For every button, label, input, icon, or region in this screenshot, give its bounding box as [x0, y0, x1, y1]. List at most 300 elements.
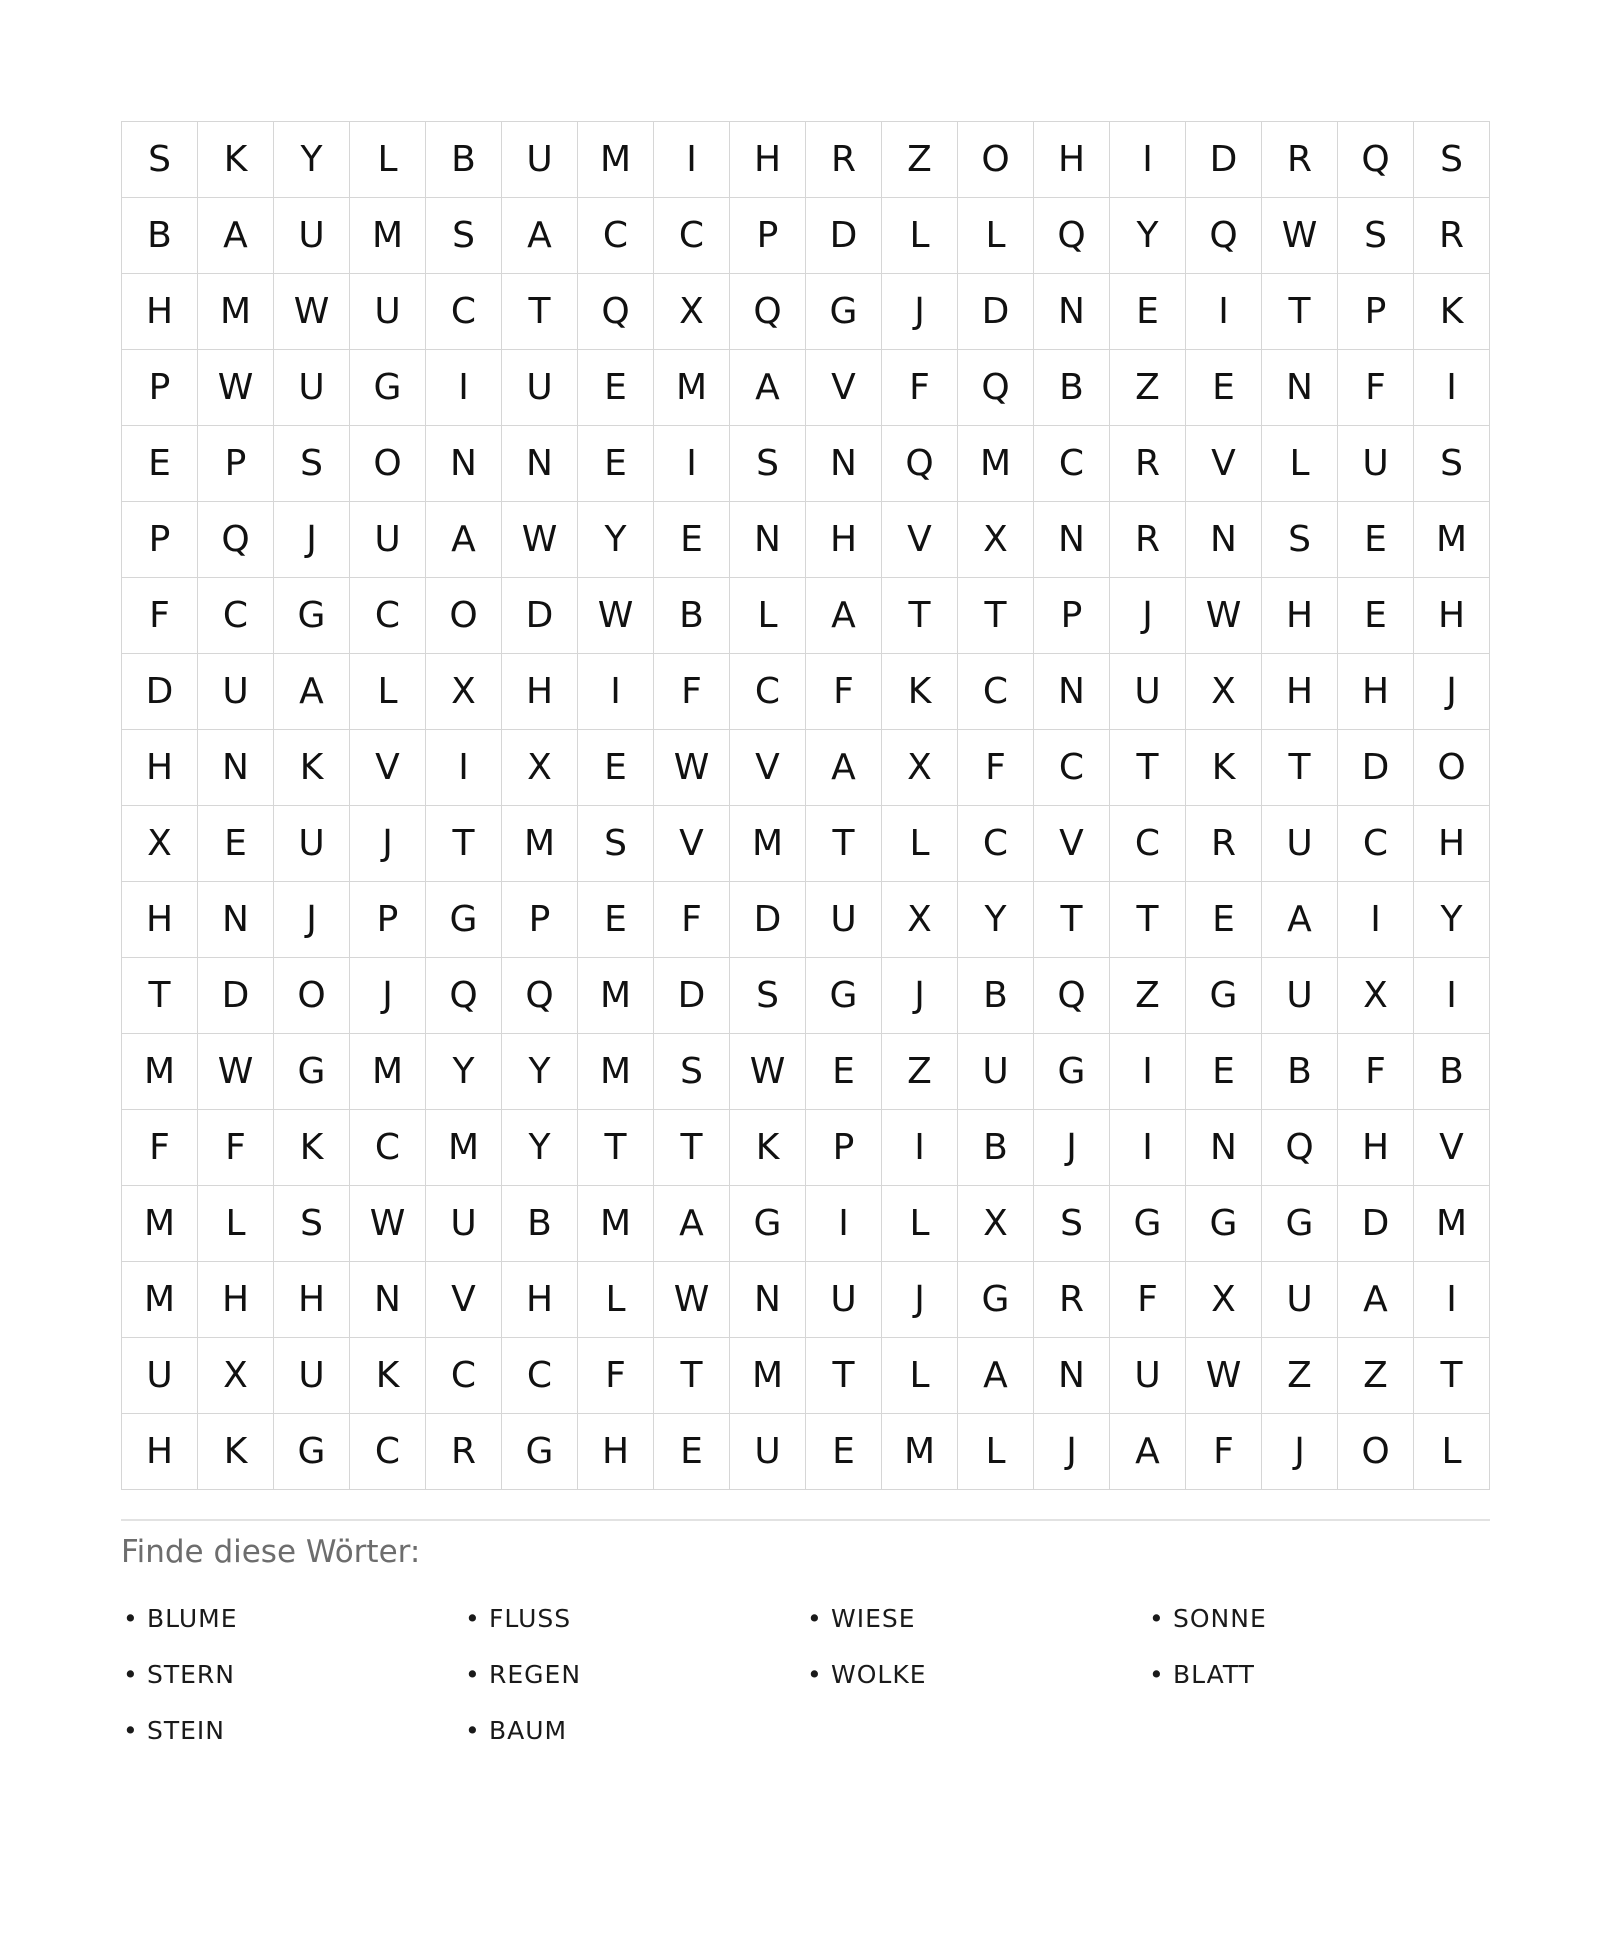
- grid-cell[interactable]: Q: [730, 274, 806, 350]
- grid-cell[interactable]: P: [122, 350, 198, 426]
- grid-cell[interactable]: G: [1186, 958, 1262, 1034]
- grid-cell[interactable]: V: [426, 1262, 502, 1338]
- grid-cell[interactable]: T: [1110, 730, 1186, 806]
- grid-cell[interactable]: O: [958, 122, 1034, 198]
- grid-cell[interactable]: M: [882, 1414, 958, 1490]
- grid-cell[interactable]: W: [198, 1034, 274, 1110]
- grid-cell[interactable]: I: [654, 122, 730, 198]
- grid-cell[interactable]: D: [730, 882, 806, 958]
- grid-cell[interactable]: B: [426, 122, 502, 198]
- grid-cell[interactable]: H: [274, 1262, 350, 1338]
- grid-cell[interactable]: O: [1414, 730, 1490, 806]
- grid-cell[interactable]: B: [1414, 1034, 1490, 1110]
- grid-cell[interactable]: Z: [1110, 350, 1186, 426]
- grid-cell[interactable]: I: [1338, 882, 1414, 958]
- grid-cell[interactable]: S: [1262, 502, 1338, 578]
- grid-cell[interactable]: T: [1262, 730, 1338, 806]
- grid-cell[interactable]: H: [122, 882, 198, 958]
- grid-cell[interactable]: F: [1338, 350, 1414, 426]
- grid-cell[interactable]: E: [1186, 1034, 1262, 1110]
- grid-cell[interactable]: U: [502, 122, 578, 198]
- grid-cell[interactable]: I: [1110, 1034, 1186, 1110]
- grid-cell[interactable]: L: [882, 1338, 958, 1414]
- grid-cell[interactable]: J: [1034, 1110, 1110, 1186]
- grid-cell[interactable]: M: [578, 958, 654, 1034]
- grid-cell[interactable]: K: [730, 1110, 806, 1186]
- grid-cell[interactable]: H: [806, 502, 882, 578]
- grid-cell[interactable]: F: [1110, 1262, 1186, 1338]
- grid-cell[interactable]: X: [958, 502, 1034, 578]
- grid-cell[interactable]: J: [350, 958, 426, 1034]
- grid-cell[interactable]: G: [274, 1414, 350, 1490]
- grid-cell[interactable]: C: [502, 1338, 578, 1414]
- grid-cell[interactable]: M: [122, 1186, 198, 1262]
- grid-cell[interactable]: V: [1034, 806, 1110, 882]
- grid-cell[interactable]: Z: [1110, 958, 1186, 1034]
- grid-cell[interactable]: F: [1338, 1034, 1414, 1110]
- grid-cell[interactable]: J: [1110, 578, 1186, 654]
- grid-cell[interactable]: U: [426, 1186, 502, 1262]
- grid-cell[interactable]: U: [1110, 1338, 1186, 1414]
- grid-cell[interactable]: L: [1262, 426, 1338, 502]
- grid-cell[interactable]: M: [578, 122, 654, 198]
- grid-cell[interactable]: W: [654, 1262, 730, 1338]
- grid-cell[interactable]: X: [882, 730, 958, 806]
- grid-cell[interactable]: E: [578, 426, 654, 502]
- grid-cell[interactable]: F: [122, 1110, 198, 1186]
- grid-cell[interactable]: U: [274, 1338, 350, 1414]
- grid-cell[interactable]: A: [502, 198, 578, 274]
- grid-cell[interactable]: N: [1186, 1110, 1262, 1186]
- grid-cell[interactable]: C: [426, 274, 502, 350]
- grid-cell[interactable]: A: [806, 578, 882, 654]
- grid-cell[interactable]: C: [350, 1110, 426, 1186]
- grid-cell[interactable]: K: [1414, 274, 1490, 350]
- grid-cell[interactable]: M: [198, 274, 274, 350]
- grid-cell[interactable]: J: [882, 274, 958, 350]
- grid-cell[interactable]: W: [1262, 198, 1338, 274]
- grid-cell[interactable]: U: [274, 806, 350, 882]
- grid-cell[interactable]: G: [806, 274, 882, 350]
- grid-cell[interactable]: E: [654, 502, 730, 578]
- grid-cell[interactable]: R: [806, 122, 882, 198]
- grid-cell[interactable]: D: [806, 198, 882, 274]
- grid-cell[interactable]: F: [882, 350, 958, 426]
- grid-cell[interactable]: E: [1338, 502, 1414, 578]
- grid-cell[interactable]: S: [578, 806, 654, 882]
- grid-cell[interactable]: P: [502, 882, 578, 958]
- grid-cell[interactable]: B: [122, 198, 198, 274]
- grid-cell[interactable]: I: [426, 730, 502, 806]
- grid-cell[interactable]: T: [654, 1110, 730, 1186]
- grid-cell[interactable]: M: [1414, 502, 1490, 578]
- grid-cell[interactable]: M: [502, 806, 578, 882]
- grid-cell[interactable]: Q: [882, 426, 958, 502]
- grid-cell[interactable]: L: [882, 1186, 958, 1262]
- grid-cell[interactable]: F: [654, 882, 730, 958]
- grid-cell[interactable]: N: [1186, 502, 1262, 578]
- grid-cell[interactable]: N: [806, 426, 882, 502]
- grid-cell[interactable]: B: [1034, 350, 1110, 426]
- grid-cell[interactable]: H: [1338, 1110, 1414, 1186]
- grid-cell[interactable]: W: [350, 1186, 426, 1262]
- grid-cell[interactable]: U: [350, 502, 426, 578]
- grid-cell[interactable]: Y: [578, 502, 654, 578]
- grid-cell[interactable]: X: [882, 882, 958, 958]
- grid-cell[interactable]: K: [198, 122, 274, 198]
- grid-cell[interactable]: G: [350, 350, 426, 426]
- grid-cell[interactable]: T: [1110, 882, 1186, 958]
- grid-cell[interactable]: X: [958, 1186, 1034, 1262]
- grid-cell[interactable]: P: [730, 198, 806, 274]
- grid-cell[interactable]: A: [958, 1338, 1034, 1414]
- grid-cell[interactable]: L: [882, 806, 958, 882]
- grid-cell[interactable]: B: [958, 958, 1034, 1034]
- grid-cell[interactable]: C: [198, 578, 274, 654]
- grid-cell[interactable]: R: [1110, 502, 1186, 578]
- grid-cell[interactable]: U: [198, 654, 274, 730]
- grid-cell[interactable]: C: [730, 654, 806, 730]
- grid-cell[interactable]: L: [1414, 1414, 1490, 1490]
- grid-cell[interactable]: A: [1338, 1262, 1414, 1338]
- grid-cell[interactable]: N: [198, 882, 274, 958]
- grid-cell[interactable]: G: [1034, 1034, 1110, 1110]
- grid-cell[interactable]: I: [1414, 1262, 1490, 1338]
- grid-cell[interactable]: I: [882, 1110, 958, 1186]
- grid-cell[interactable]: D: [502, 578, 578, 654]
- grid-cell[interactable]: M: [578, 1034, 654, 1110]
- grid-cell[interactable]: E: [654, 1414, 730, 1490]
- grid-cell[interactable]: S: [730, 426, 806, 502]
- grid-cell[interactable]: I: [654, 426, 730, 502]
- grid-cell[interactable]: E: [198, 806, 274, 882]
- grid-cell[interactable]: M: [578, 1186, 654, 1262]
- grid-cell[interactable]: Y: [958, 882, 1034, 958]
- grid-cell[interactable]: M: [122, 1262, 198, 1338]
- grid-cell[interactable]: R: [1186, 806, 1262, 882]
- grid-cell[interactable]: Q: [958, 350, 1034, 426]
- grid-cell[interactable]: V: [350, 730, 426, 806]
- grid-cell[interactable]: T: [958, 578, 1034, 654]
- grid-cell[interactable]: K: [274, 730, 350, 806]
- grid-cell[interactable]: E: [1186, 882, 1262, 958]
- grid-cell[interactable]: U: [1262, 958, 1338, 1034]
- grid-cell[interactable]: H: [730, 122, 806, 198]
- grid-cell[interactable]: L: [350, 122, 426, 198]
- grid-cell[interactable]: H: [502, 1262, 578, 1338]
- grid-cell[interactable]: U: [730, 1414, 806, 1490]
- grid-cell[interactable]: G: [274, 578, 350, 654]
- grid-cell[interactable]: S: [274, 1186, 350, 1262]
- grid-cell[interactable]: Y: [1414, 882, 1490, 958]
- grid-cell[interactable]: A: [806, 730, 882, 806]
- grid-cell[interactable]: S: [274, 426, 350, 502]
- grid-cell[interactable]: V: [1414, 1110, 1490, 1186]
- grid-cell[interactable]: J: [274, 502, 350, 578]
- grid-cell[interactable]: T: [426, 806, 502, 882]
- grid-cell[interactable]: S: [1034, 1186, 1110, 1262]
- grid-cell[interactable]: T: [1414, 1338, 1490, 1414]
- grid-cell[interactable]: C: [350, 578, 426, 654]
- grid-cell[interactable]: Q: [1262, 1110, 1338, 1186]
- grid-cell[interactable]: Q: [578, 274, 654, 350]
- grid-cell[interactable]: F: [122, 578, 198, 654]
- grid-cell[interactable]: B: [654, 578, 730, 654]
- grid-cell[interactable]: L: [350, 654, 426, 730]
- grid-cell[interactable]: T: [122, 958, 198, 1034]
- grid-cell[interactable]: S: [730, 958, 806, 1034]
- grid-cell[interactable]: M: [730, 806, 806, 882]
- grid-cell[interactable]: Q: [1034, 958, 1110, 1034]
- grid-cell[interactable]: N: [1034, 1338, 1110, 1414]
- grid-cell[interactable]: Q: [1186, 198, 1262, 274]
- grid-cell[interactable]: N: [1262, 350, 1338, 426]
- grid-cell[interactable]: G: [1262, 1186, 1338, 1262]
- grid-cell[interactable]: Z: [1338, 1338, 1414, 1414]
- grid-cell[interactable]: E: [578, 882, 654, 958]
- grid-cell[interactable]: G: [502, 1414, 578, 1490]
- grid-cell[interactable]: K: [1186, 730, 1262, 806]
- grid-cell[interactable]: T: [1262, 274, 1338, 350]
- grid-cell[interactable]: J: [274, 882, 350, 958]
- grid-cell[interactable]: U: [1262, 806, 1338, 882]
- grid-cell[interactable]: W: [198, 350, 274, 426]
- grid-cell[interactable]: L: [578, 1262, 654, 1338]
- grid-cell[interactable]: R: [1034, 1262, 1110, 1338]
- grid-cell[interactable]: U: [1338, 426, 1414, 502]
- grid-cell[interactable]: Z: [882, 122, 958, 198]
- grid-cell[interactable]: P: [1338, 274, 1414, 350]
- grid-cell[interactable]: Y: [274, 122, 350, 198]
- grid-cell[interactable]: E: [1110, 274, 1186, 350]
- grid-cell[interactable]: T: [1034, 882, 1110, 958]
- grid-cell[interactable]: U: [1262, 1262, 1338, 1338]
- grid-cell[interactable]: R: [1262, 122, 1338, 198]
- grid-cell[interactable]: U: [274, 198, 350, 274]
- grid-cell[interactable]: O: [1338, 1414, 1414, 1490]
- grid-cell[interactable]: P: [198, 426, 274, 502]
- grid-cell[interactable]: X: [1338, 958, 1414, 1034]
- grid-cell[interactable]: D: [654, 958, 730, 1034]
- grid-cell[interactable]: X: [502, 730, 578, 806]
- grid-cell[interactable]: F: [198, 1110, 274, 1186]
- grid-cell[interactable]: U: [502, 350, 578, 426]
- grid-cell[interactable]: E: [578, 350, 654, 426]
- grid-cell[interactable]: G: [426, 882, 502, 958]
- grid-cell[interactable]: N: [350, 1262, 426, 1338]
- grid-cell[interactable]: N: [730, 1262, 806, 1338]
- grid-cell[interactable]: P: [1034, 578, 1110, 654]
- grid-cell[interactable]: O: [350, 426, 426, 502]
- grid-cell[interactable]: H: [1414, 806, 1490, 882]
- grid-cell[interactable]: H: [1262, 578, 1338, 654]
- grid-cell[interactable]: C: [1110, 806, 1186, 882]
- grid-cell[interactable]: R: [1110, 426, 1186, 502]
- grid-cell[interactable]: N: [730, 502, 806, 578]
- grid-cell[interactable]: K: [274, 1110, 350, 1186]
- grid-cell[interactable]: C: [958, 654, 1034, 730]
- grid-cell[interactable]: G: [274, 1034, 350, 1110]
- grid-cell[interactable]: R: [1414, 198, 1490, 274]
- grid-cell[interactable]: D: [122, 654, 198, 730]
- grid-cell[interactable]: W: [1186, 1338, 1262, 1414]
- grid-cell[interactable]: E: [122, 426, 198, 502]
- grid-cell[interactable]: S: [1414, 122, 1490, 198]
- grid-cell[interactable]: B: [502, 1186, 578, 1262]
- grid-cell[interactable]: C: [1338, 806, 1414, 882]
- grid-cell[interactable]: D: [1338, 730, 1414, 806]
- grid-cell[interactable]: A: [426, 502, 502, 578]
- grid-cell[interactable]: T: [806, 806, 882, 882]
- grid-cell[interactable]: X: [1186, 1262, 1262, 1338]
- grid-cell[interactable]: H: [122, 730, 198, 806]
- grid-cell[interactable]: N: [1034, 654, 1110, 730]
- grid-cell[interactable]: U: [1110, 654, 1186, 730]
- grid-cell[interactable]: I: [1186, 274, 1262, 350]
- grid-cell[interactable]: U: [274, 350, 350, 426]
- grid-cell[interactable]: T: [882, 578, 958, 654]
- grid-cell[interactable]: A: [730, 350, 806, 426]
- grid-cell[interactable]: N: [426, 426, 502, 502]
- grid-cell[interactable]: M: [1414, 1186, 1490, 1262]
- grid-cell[interactable]: W: [578, 578, 654, 654]
- grid-cell[interactable]: M: [426, 1110, 502, 1186]
- grid-cell[interactable]: C: [1034, 730, 1110, 806]
- grid-cell[interactable]: F: [1186, 1414, 1262, 1490]
- grid-cell[interactable]: I: [1414, 350, 1490, 426]
- grid-cell[interactable]: F: [654, 654, 730, 730]
- grid-cell[interactable]: W: [1186, 578, 1262, 654]
- grid-cell[interactable]: E: [806, 1414, 882, 1490]
- grid-cell[interactable]: T: [806, 1338, 882, 1414]
- grid-cell[interactable]: U: [350, 274, 426, 350]
- grid-cell[interactable]: L: [882, 198, 958, 274]
- grid-cell[interactable]: I: [806, 1186, 882, 1262]
- grid-cell[interactable]: W: [502, 502, 578, 578]
- grid-cell[interactable]: F: [806, 654, 882, 730]
- grid-cell[interactable]: G: [806, 958, 882, 1034]
- grid-cell[interactable]: F: [578, 1338, 654, 1414]
- grid-cell[interactable]: Z: [1262, 1338, 1338, 1414]
- grid-cell[interactable]: A: [654, 1186, 730, 1262]
- grid-cell[interactable]: P: [350, 882, 426, 958]
- grid-cell[interactable]: F: [958, 730, 1034, 806]
- grid-cell[interactable]: J: [1414, 654, 1490, 730]
- grid-cell[interactable]: J: [350, 806, 426, 882]
- grid-cell[interactable]: C: [958, 806, 1034, 882]
- grid-cell[interactable]: V: [806, 350, 882, 426]
- grid-cell[interactable]: L: [958, 198, 1034, 274]
- grid-cell[interactable]: J: [882, 958, 958, 1034]
- grid-cell[interactable]: G: [1110, 1186, 1186, 1262]
- grid-cell[interactable]: M: [122, 1034, 198, 1110]
- grid-cell[interactable]: T: [502, 274, 578, 350]
- grid-cell[interactable]: T: [578, 1110, 654, 1186]
- grid-cell[interactable]: E: [1338, 578, 1414, 654]
- grid-cell[interactable]: H: [122, 1414, 198, 1490]
- grid-cell[interactable]: U: [806, 882, 882, 958]
- grid-cell[interactable]: Y: [426, 1034, 502, 1110]
- grid-cell[interactable]: X: [1186, 654, 1262, 730]
- grid-cell[interactable]: N: [1034, 502, 1110, 578]
- grid-cell[interactable]: K: [882, 654, 958, 730]
- grid-cell[interactable]: Y: [1110, 198, 1186, 274]
- grid-cell[interactable]: G: [730, 1186, 806, 1262]
- grid-cell[interactable]: T: [654, 1338, 730, 1414]
- grid-cell[interactable]: V: [882, 502, 958, 578]
- grid-cell[interactable]: G: [1186, 1186, 1262, 1262]
- grid-cell[interactable]: I: [1110, 1110, 1186, 1186]
- grid-cell[interactable]: D: [198, 958, 274, 1034]
- grid-cell[interactable]: V: [654, 806, 730, 882]
- grid-cell[interactable]: C: [578, 198, 654, 274]
- grid-cell[interactable]: D: [1338, 1186, 1414, 1262]
- grid-cell[interactable]: X: [198, 1338, 274, 1414]
- grid-cell[interactable]: Q: [426, 958, 502, 1034]
- grid-cell[interactable]: J: [1034, 1414, 1110, 1490]
- grid-cell[interactable]: W: [730, 1034, 806, 1110]
- grid-cell[interactable]: Q: [1338, 122, 1414, 198]
- grid-cell[interactable]: K: [350, 1338, 426, 1414]
- grid-cell[interactable]: W: [654, 730, 730, 806]
- grid-cell[interactable]: X: [426, 654, 502, 730]
- grid-cell[interactable]: U: [122, 1338, 198, 1414]
- grid-cell[interactable]: H: [1262, 654, 1338, 730]
- grid-cell[interactable]: E: [806, 1034, 882, 1110]
- grid-cell[interactable]: Y: [502, 1110, 578, 1186]
- grid-cell[interactable]: A: [198, 198, 274, 274]
- grid-cell[interactable]: A: [1110, 1414, 1186, 1490]
- grid-cell[interactable]: V: [1186, 426, 1262, 502]
- grid-cell[interactable]: B: [958, 1110, 1034, 1186]
- grid-cell[interactable]: H: [578, 1414, 654, 1490]
- grid-cell[interactable]: S: [1414, 426, 1490, 502]
- grid-cell[interactable]: Q: [1034, 198, 1110, 274]
- grid-cell[interactable]: H: [198, 1262, 274, 1338]
- grid-cell[interactable]: M: [730, 1338, 806, 1414]
- grid-cell[interactable]: U: [806, 1262, 882, 1338]
- grid-cell[interactable]: S: [426, 198, 502, 274]
- grid-cell[interactable]: P: [122, 502, 198, 578]
- grid-cell[interactable]: C: [350, 1414, 426, 1490]
- grid-cell[interactable]: S: [122, 122, 198, 198]
- grid-cell[interactable]: K: [198, 1414, 274, 1490]
- grid-cell[interactable]: I: [426, 350, 502, 426]
- grid-cell[interactable]: C: [426, 1338, 502, 1414]
- grid-cell[interactable]: D: [958, 274, 1034, 350]
- grid-cell[interactable]: G: [958, 1262, 1034, 1338]
- grid-cell[interactable]: N: [1034, 274, 1110, 350]
- grid-cell[interactable]: L: [958, 1414, 1034, 1490]
- grid-cell[interactable]: Q: [502, 958, 578, 1034]
- grid-cell[interactable]: L: [730, 578, 806, 654]
- grid-cell[interactable]: Z: [882, 1034, 958, 1110]
- letter-grid[interactable]: [121, 121, 1490, 1490]
- grid-cell[interactable]: E: [578, 730, 654, 806]
- grid-cell[interactable]: E: [1186, 350, 1262, 426]
- grid-cell[interactable]: M: [350, 1034, 426, 1110]
- grid-cell[interactable]: H: [1414, 578, 1490, 654]
- grid-cell[interactable]: M: [350, 198, 426, 274]
- grid-cell[interactable]: C: [654, 198, 730, 274]
- grid-cell[interactable]: M: [654, 350, 730, 426]
- grid-cell[interactable]: I: [578, 654, 654, 730]
- grid-cell[interactable]: H: [1338, 654, 1414, 730]
- grid-cell[interactable]: I: [1110, 122, 1186, 198]
- grid-cell[interactable]: O: [426, 578, 502, 654]
- grid-cell[interactable]: B: [1262, 1034, 1338, 1110]
- grid-cell[interactable]: V: [730, 730, 806, 806]
